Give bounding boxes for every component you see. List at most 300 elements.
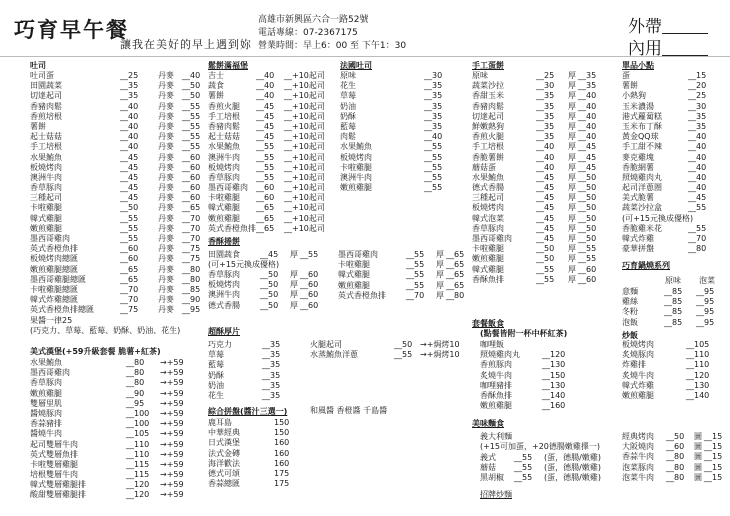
menu-item-row[interactable]	[622, 224, 727, 234]
menu-item-row[interactable]	[30, 480, 230, 490]
menu-item-row[interactable]	[340, 91, 460, 101]
menu-item-row[interactable]	[622, 307, 727, 317]
item-price: __45	[120, 172, 139, 182]
item-name: 蔬食	[208, 81, 224, 91]
addon-price: __15	[704, 432, 723, 441]
takeout-label: 外帶	[628, 17, 662, 37]
item-price: __40	[688, 152, 707, 162]
menu-item-row[interactable]	[208, 91, 338, 101]
item-name: 原味	[472, 71, 488, 80]
item-price: __55	[424, 172, 443, 182]
menu-item-row[interactable]	[208, 301, 338, 311]
menu-item-row[interactable]	[208, 173, 338, 183]
menu-item-row[interactable]	[340, 173, 460, 183]
menu-item-row[interactable]	[30, 244, 230, 254]
item-name: 小熱狗	[622, 91, 646, 101]
item-name: 嫩煎雞腿	[30, 388, 62, 398]
menu-item-row[interactable]	[622, 442, 727, 452]
menu-item-row[interactable]	[30, 460, 230, 470]
item-name: 香酥魚排	[480, 390, 512, 400]
menu-item-row[interactable]	[622, 163, 727, 173]
item-price: __80	[688, 244, 707, 254]
menu-item-row[interactable]	[208, 428, 308, 438]
menu-item-row[interactable]	[30, 234, 230, 244]
item-price: 160	[274, 448, 290, 458]
menu-item-row[interactable]	[30, 142, 230, 152]
item-name: 香蒜總匯	[208, 479, 240, 489]
menu-item-row[interactable]	[208, 132, 338, 142]
menu-item-row[interactable]	[30, 203, 230, 213]
menu-item-row[interactable]	[30, 173, 230, 183]
item-name: 香草豚肉	[208, 172, 240, 182]
kimchi-price: __95	[696, 317, 715, 327]
danish-label: 丹麥	[158, 295, 174, 305]
menu-item-row[interactable]	[30, 71, 230, 81]
menu-item-row[interactable]	[338, 270, 488, 280]
menu-item-row[interactable]	[30, 450, 230, 460]
menu-item-row[interactable]	[472, 275, 602, 285]
item-price: __35	[536, 101, 555, 111]
menu-item-row[interactable]	[30, 193, 230, 203]
item-price: __55	[688, 224, 707, 233]
menu-item-row[interactable]	[622, 102, 727, 112]
menu-item-row[interactable]	[622, 452, 727, 462]
item-price: __35	[536, 91, 555, 101]
menu-item-row[interactable]	[480, 371, 590, 381]
menu-item-row[interactable]	[208, 340, 308, 350]
menu-item-row[interactable]	[340, 142, 460, 152]
menu-item-row[interactable]	[480, 453, 620, 463]
item-price: __35	[424, 121, 443, 131]
menu-item-row[interactable]	[338, 281, 488, 291]
menu-item-row[interactable]	[472, 81, 602, 91]
menu-item-row[interactable]	[208, 290, 338, 300]
menu-item-row[interactable]	[30, 91, 230, 101]
menu-item-row[interactable]	[30, 132, 230, 142]
item-price: __35	[536, 132, 555, 142]
menu-item-row[interactable]	[622, 71, 727, 81]
menu-item-row[interactable]	[208, 469, 308, 479]
item-price: __90	[126, 388, 145, 398]
item-name: 香煎火腿	[472, 132, 504, 142]
item-name: 水蒸鮪魚洋蔥	[310, 350, 358, 360]
item-price: __50	[120, 203, 139, 213]
gratin-addon: →+焗烤10	[420, 340, 460, 349]
menu-item-row[interactable]	[480, 381, 590, 391]
menu-item-row[interactable]	[480, 401, 590, 411]
item-price: __50	[394, 340, 413, 349]
thick-label: 厚	[436, 270, 444, 280]
menu-item-row[interactable]	[622, 234, 727, 244]
item-price: __105	[686, 340, 710, 349]
menu-item-row[interactable]	[30, 490, 230, 500]
menu-item-row[interactable]	[30, 285, 230, 295]
menu-item-row[interactable]	[30, 378, 230, 388]
danish-price: __65	[182, 203, 201, 213]
menu-item-row[interactable]	[622, 381, 727, 391]
item-price: __70	[120, 284, 139, 294]
thick-label: 厚	[568, 121, 576, 131]
item-name: 手工培根	[30, 142, 62, 152]
menu-item-row[interactable]	[622, 318, 727, 328]
item-name: 卡啦雞腿	[338, 260, 370, 270]
item-price: __55	[514, 473, 533, 483]
pasta-list	[480, 432, 590, 442]
menu-item-row[interactable]	[30, 163, 230, 173]
item-price: __40	[536, 142, 555, 152]
menu-item-row[interactable]	[208, 280, 338, 290]
menu-item-row[interactable]	[208, 479, 308, 489]
menu-item-row[interactable]	[208, 142, 338, 152]
item-price: __130	[542, 380, 566, 390]
toast-section-title: 吐司	[30, 61, 46, 70]
danish-label: 丹麥	[158, 162, 174, 172]
menu-item-row[interactable]	[622, 81, 727, 91]
set-upgrade-price: →+59	[160, 449, 184, 459]
thick-price: __60	[578, 274, 597, 284]
menu-item-row[interactable]	[30, 183, 230, 193]
menu-item-row[interactable]	[208, 71, 338, 81]
thick-label: 厚	[568, 213, 576, 223]
menu-item-row[interactable]	[30, 112, 230, 122]
menu-item-row[interactable]	[208, 438, 308, 448]
menu-item-row[interactable]	[472, 102, 602, 112]
item-price: __55	[120, 213, 139, 223]
item-price: __45	[536, 223, 555, 233]
item-price: __120	[542, 350, 566, 360]
menu-item-row[interactable]	[30, 295, 230, 305]
menu-item-row[interactable]	[480, 473, 620, 483]
set-upgrade-price: →+59	[160, 459, 184, 469]
item-name: 切達起司	[472, 111, 504, 121]
thick-price: __45	[578, 162, 597, 172]
item-price: __25	[120, 71, 139, 80]
item-price: __35	[424, 91, 443, 101]
item-price: __35	[424, 111, 443, 121]
menu-item-row[interactable]	[480, 463, 620, 473]
item-name: 韓式雞腿	[472, 264, 504, 274]
item-price: __55	[424, 183, 443, 193]
menu-item-row[interactable]	[208, 122, 338, 132]
item-name: 德式香腸	[472, 183, 504, 193]
item-price: __100	[126, 419, 150, 429]
item-price: __35	[688, 121, 707, 131]
menu-item-row[interactable]	[622, 153, 727, 163]
menu-item-row[interactable]	[30, 389, 230, 399]
item-price: __35	[424, 101, 443, 111]
thick-label: 厚	[568, 274, 576, 284]
item-price: __15	[688, 71, 707, 80]
menu-item-row[interactable]	[472, 234, 602, 244]
item-price: __40	[256, 91, 275, 101]
menu-item-row[interactable]	[472, 203, 602, 213]
menu-item-row[interactable]	[30, 429, 230, 439]
item-name: 蔬菜沙拉	[472, 81, 504, 91]
menu-item-row[interactable]	[30, 214, 230, 224]
menu-item-row[interactable]	[472, 265, 602, 275]
danish-label: 丹麥	[158, 142, 174, 152]
menu-item-row[interactable]	[340, 153, 460, 163]
item-name: 酸甜雙層雞腿排	[30, 490, 86, 500]
cheese-addon: __+10起司	[284, 81, 325, 91]
item-price: __75	[120, 305, 139, 315]
menu-item-row[interactable]	[30, 358, 230, 368]
item-price: __65	[120, 264, 139, 274]
menu-item-row[interactable]	[622, 473, 727, 483]
menu-item-row[interactable]	[622, 287, 727, 297]
cheese-addon: __+10起司	[284, 172, 325, 182]
menu-item-row[interactable]	[30, 368, 230, 378]
menu-item-row[interactable]	[30, 419, 230, 429]
item-price: __35	[262, 390, 281, 400]
item-price: __50	[260, 300, 279, 310]
menu-item-row[interactable]	[208, 163, 338, 173]
set-meal-section-title: 套餐飯食	[472, 319, 504, 328]
menu-item-row[interactable]	[310, 350, 470, 360]
menu-item-row[interactable]	[480, 391, 590, 401]
menu-item-row[interactable]	[208, 360, 308, 370]
menu-item-row[interactable]	[30, 122, 230, 132]
menu-item-row[interactable]	[338, 250, 488, 260]
menu-item-row[interactable]	[208, 183, 338, 193]
menu-item-row[interactable]	[622, 193, 727, 203]
item-price: __45	[260, 250, 279, 259]
menu-item-row[interactable]	[472, 224, 602, 234]
kimchi-price: __95	[696, 297, 715, 307]
menu-item-row[interactable]	[340, 122, 460, 132]
thick-toast-list	[208, 340, 308, 401]
item-price: __115	[126, 470, 150, 480]
menu-item-row[interactable]	[622, 360, 727, 370]
danish-price: __60	[182, 172, 201, 182]
menu-item-row[interactable]	[338, 260, 488, 270]
menu-item-row[interactable]	[472, 112, 602, 122]
item-name: 韓式炸雞	[622, 234, 654, 244]
menu-item-row[interactable]	[208, 112, 338, 122]
item-price: __45	[120, 183, 139, 193]
item-price: __60	[120, 244, 139, 254]
menu-item-row[interactable]	[472, 173, 602, 183]
menu-item-row[interactable]	[472, 142, 602, 152]
item-price: __65	[256, 223, 275, 233]
item-name: 韓式雞腿	[208, 203, 240, 213]
set-upgrade-price: →+59	[160, 368, 184, 378]
menu-item-row[interactable]	[340, 163, 460, 173]
item-name: 法式金磚	[208, 448, 240, 458]
set-upgrade-price: →+59	[160, 490, 184, 500]
menu-item-row[interactable]	[208, 459, 308, 469]
item-name: 墨西哥雞腿總匯	[30, 274, 86, 284]
toast-list	[30, 71, 230, 316]
menu-item-row[interactable]	[622, 112, 727, 122]
menu-item-row[interactable]	[208, 371, 308, 381]
menu-item-row[interactable]	[30, 399, 230, 409]
menu-item-row[interactable]	[30, 265, 230, 275]
menu-item-row[interactable]	[208, 350, 308, 360]
menu-item-row[interactable]	[30, 470, 230, 480]
danish-price: __70	[182, 234, 201, 243]
menu-item-row[interactable]	[340, 102, 460, 112]
cheese-addon: __+10起司	[284, 203, 325, 213]
menu-item-row[interactable]	[340, 112, 460, 122]
menu-item-row[interactable]	[30, 409, 230, 419]
menu-item-row[interactable]	[208, 102, 338, 112]
menu-item-row[interactable]	[208, 224, 338, 234]
header-divider	[0, 56, 730, 57]
menu-item-row[interactable]	[30, 153, 230, 163]
danish-label: 丹麥	[158, 264, 174, 274]
menu-item-row[interactable]	[340, 81, 460, 91]
menu-item-row[interactable]	[622, 297, 727, 307]
item-name: 切達起司	[30, 91, 62, 101]
menu-item-row[interactable]	[30, 305, 230, 315]
menu-item-row[interactable]	[30, 81, 230, 91]
menu-item-row[interactable]	[310, 340, 470, 350]
menu-item-row[interactable]	[208, 193, 338, 203]
menu-item-row[interactable]	[622, 91, 727, 101]
item-name: 澳洲牛肉	[208, 290, 240, 300]
menu-item-row[interactable]	[622, 432, 727, 442]
platter-section-title: 綜合拼盤(醬汁三選一)	[208, 407, 288, 416]
menu-item-row[interactable]	[472, 254, 602, 264]
menu-item-row[interactable]	[472, 153, 602, 163]
item-price: __55	[406, 270, 425, 280]
menu-item-row[interactable]	[622, 371, 727, 381]
item-name: 德式香腸	[208, 300, 240, 310]
menu-item-row[interactable]	[208, 381, 308, 391]
menu-item-row[interactable]	[208, 250, 338, 260]
menu-item-row[interactable]	[622, 203, 727, 213]
menu-item-row[interactable]	[208, 214, 338, 224]
udon-list	[622, 432, 727, 483]
thick-price: __45	[578, 142, 597, 152]
item-name: 澳洲牛肉	[30, 172, 62, 182]
menu-item-row[interactable]	[208, 81, 338, 91]
menu-item-row[interactable]	[622, 244, 727, 254]
thick-label: 厚	[568, 203, 576, 213]
menu-item-row[interactable]	[30, 102, 230, 112]
menu-item-row[interactable]	[340, 71, 460, 81]
item-name: 奶酥	[208, 370, 224, 380]
menu-item-row[interactable]	[472, 163, 602, 173]
menu-item-row[interactable]	[472, 91, 602, 101]
item-name: 泡菜牛肉	[622, 472, 654, 482]
thick-price: __40	[578, 91, 597, 101]
menu-item-row[interactable]	[622, 340, 727, 350]
item-name: 醬燒牛肉	[30, 429, 62, 439]
item-price: __110	[126, 449, 150, 459]
thick-label: 厚	[568, 234, 576, 243]
menu-item-row[interactable]	[622, 391, 727, 401]
menu-item-row[interactable]	[340, 132, 460, 142]
menu-item-row[interactable]	[472, 183, 602, 193]
thick-label: 厚	[568, 91, 576, 101]
menu-item-row[interactable]	[338, 291, 488, 301]
thick-price: __55	[300, 250, 319, 259]
danish-label: 丹麥	[158, 244, 174, 254]
thick-price: __35	[578, 81, 597, 91]
item-name: 豪華拼盤	[622, 244, 654, 254]
item-price: __115	[126, 459, 150, 469]
item-name: 藍莓	[208, 360, 224, 370]
item-name: 巧克力	[208, 340, 232, 349]
menu-item-row[interactable]	[472, 244, 602, 254]
menu-item-row[interactable]	[622, 142, 727, 152]
menu-item-row[interactable]	[30, 254, 230, 264]
danish-price: __70	[182, 223, 201, 233]
item-name: 鮮嫩熱狗	[472, 121, 504, 131]
menu-item-row[interactable]	[622, 463, 727, 473]
menu-item-row[interactable]	[208, 449, 308, 459]
menu-item-row[interactable]	[472, 71, 602, 81]
item-name: 德式可頌	[208, 468, 240, 478]
item-name: 日式漢堡	[208, 438, 240, 448]
menu-item-row[interactable]	[340, 183, 460, 193]
item-name: 手工培根	[472, 142, 504, 152]
menu-item-row[interactable]	[472, 214, 602, 224]
menu-item-row[interactable]	[208, 270, 338, 280]
menu-item-row[interactable]	[208, 391, 308, 401]
menu-item-row[interactable]	[622, 183, 727, 193]
thick-price: __50	[578, 234, 597, 243]
item-name: 香豬肉鬆	[208, 121, 240, 131]
addon-price: __15	[704, 472, 723, 482]
item-name: 黃金QQ球	[622, 132, 659, 142]
menu-item-row[interactable]	[472, 122, 602, 132]
menu-item-row[interactable]	[622, 122, 727, 132]
menu-item-row[interactable]	[30, 224, 230, 234]
menu-item-row[interactable]	[208, 418, 308, 428]
item-name: 炙燒豚肉	[622, 350, 654, 360]
item-name: 板燒烤肉	[622, 340, 654, 349]
menu-item-row[interactable]	[208, 203, 338, 213]
thick-label: 厚	[436, 280, 444, 290]
menu-item-row[interactable]	[480, 340, 590, 350]
danish-label: 丹麥	[158, 152, 174, 162]
crispy-upgrade-note: (可+15元換成優格)	[208, 260, 280, 269]
plain-price: __85	[664, 317, 683, 327]
menu-item-row[interactable]	[208, 153, 338, 163]
item-name: 玉米濃湯	[622, 101, 654, 111]
item-name: 板燒烤肉	[340, 152, 372, 162]
thick-price: __60	[578, 264, 597, 274]
item-price: __40	[688, 172, 707, 182]
item-price: 175	[274, 468, 290, 478]
item-name: 澳洲牛肉	[208, 152, 240, 162]
item-name: 義大利麵	[480, 432, 512, 441]
cheese-addon: __+10起司	[284, 183, 325, 193]
cheese-addon: __+10起司	[284, 223, 325, 233]
item-price: __50	[666, 432, 685, 441]
menu-item-row[interactable]	[480, 432, 590, 442]
menu-item-row[interactable]	[30, 275, 230, 285]
menu-item-row[interactable]	[622, 173, 727, 183]
menu-item-row[interactable]	[622, 132, 727, 142]
menu-item-row[interactable]	[30, 440, 230, 450]
item-price: __55	[406, 280, 425, 290]
menu-item-row[interactable]	[480, 350, 590, 360]
set-meal-list	[480, 340, 590, 411]
menu-item-row[interactable]	[472, 132, 602, 142]
set-upgrade-price: →+59	[160, 470, 184, 480]
item-name: 墨西哥雞肉	[208, 183, 248, 193]
menu-item-row[interactable]	[480, 360, 590, 370]
menu-item-row[interactable]	[622, 350, 727, 360]
pot-noodle-section-title: 巧育鍋燒系列	[622, 261, 670, 270]
item-price: __40	[256, 81, 275, 91]
item-price: __40	[120, 132, 139, 142]
menu-item-row[interactable]	[472, 193, 602, 203]
